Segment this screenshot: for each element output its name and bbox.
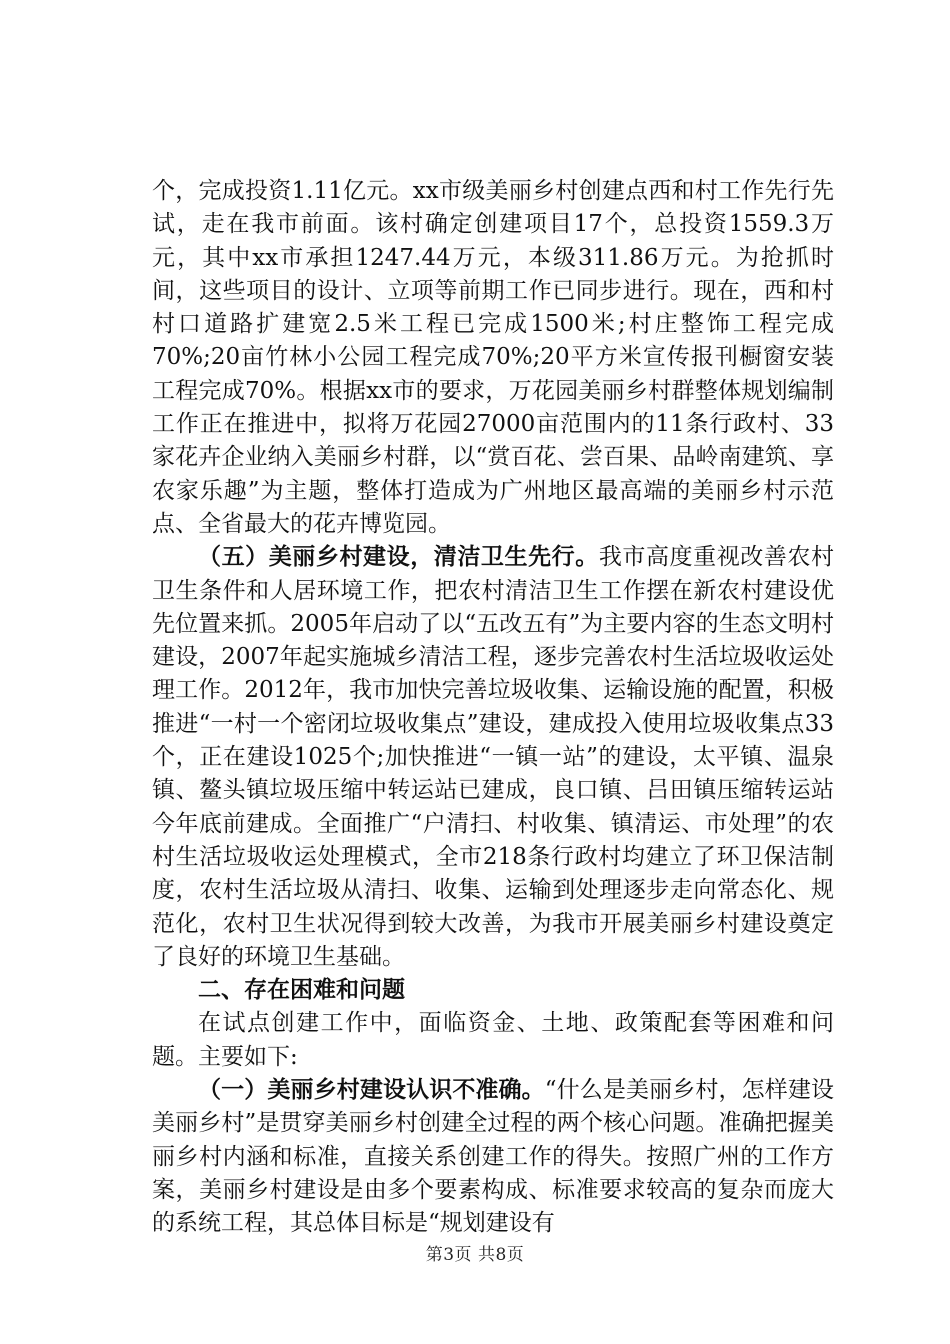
paragraph-continuation: 个，完成投资1.11亿元。xx市级美丽乡村创建点西和村工作先行先试，走在我市前面。该村确定创建项目17个，总投资1559.3万元，其中xx市承担1247.44万元，本级311.86万元。为抢抓时间，这些项目的设计、立项等前期工作已同步进行。现在，西和村村口道路扩建宽2.5米工程已完成1500米;村庄整饰工程完成70%;20亩竹林小公园工程完成70%;20平方米宣传报刊橱窗安装工程完成70%。根据xx市的要求，万花园美丽乡村群整体规划编制工作正在推进中，拟将万花园27000亩范围内的11条行政村、33家花卉企业纳入美丽乡村群，以“赏百花、尝百果、品岭南建筑、享农家乐趣”为主题，整体打造成为广州地区最高端的美丽乡村示范点、全省最大的花卉博览园。 — [152, 178, 834, 537]
problem-1-body: “什么是美丽乡村，怎样建设美丽乡村”是贯穿美丽乡村创建全过程的两个核心问题。准确把握美丽乡村内涵和标准，直接关系创建工作的得失。按照广州的工作方案，美丽乡村建设是由多个要素构成、标准要求较高的复杂而庞大的系统工程，其总体目标是“规划建设有 — [152, 1077, 834, 1237]
page-footer: 第3页 共8页 — [425, 1245, 525, 1265]
section-5-lead: （五）美丽乡村建设，清洁卫生先行。 — [198, 544, 599, 571]
paragraph-intro-problems: 在试点创建工作中，面临资金、土地、政策配套等困难和问题。主要如下: — [152, 1010, 834, 1070]
paragraph-problem-1 — [152, 1074, 834, 1240]
paragraph-section-5 — [152, 541, 834, 974]
document-body — [152, 175, 834, 1241]
section-5-body: 我市高度重视改善农村卫生条件和人居环境工作，把农村清洁卫生工作摆在新农村建设优先位置来抓。2005年启动了以“五改五有”为主要内容的生态文明村建设，2007年起实施城乡清洁工程，逐步完善农村生活垃圾收运处理工作。2012年，我市加快完善垃圾收集、运输设施的配置，积极推进“一村一个密闭垃圾收集点”建设，建成投入使用垃圾收集点33个，正在建设1025个;加快推进“一镇一站”的建设，太平镇、温泉镇、鳌头镇垃圾压缩中转运站已建成，良口镇、吕田镇压缩转运站今年底前建成。全面推广“户清扫、村收集、镇清运、市处理”的农村生活垃圾收运处理模式，全市218条行政村均建立了环卫保洁制度，农村生活垃圾从清扫、收集、运输到处理逐步走向常态化、规范化，农村卫生状况得到较大改善，为我市开展美丽乡村建设奠定了良好的环境卫生基础。 — [152, 544, 835, 970]
section-heading-2: 二、存在困难和问题 — [198, 977, 405, 1004]
problem-1-lead: （一）美丽乡村建设认识不准确。 — [198, 1077, 545, 1104]
